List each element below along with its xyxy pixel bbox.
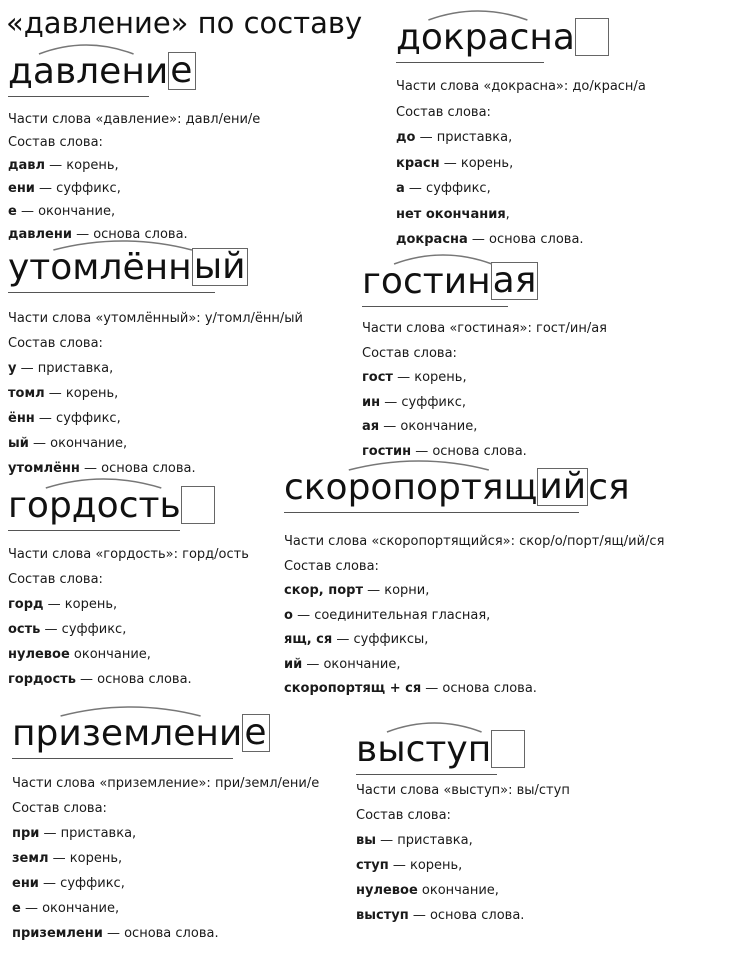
morpheme-role: — основа слова. [71,227,188,242]
root-arc [396,8,576,22]
parse-details [396,74,646,253]
morpheme: гост [362,370,393,385]
ending-box [575,18,609,56]
composition-label: Состав слова: [356,808,451,823]
morpheme-line [8,642,249,667]
morpheme-line [8,406,303,431]
morpheme-role: — основа слова. [102,926,219,941]
morpheme: скоропортящ + ся [284,681,422,696]
morpheme-line [356,903,570,928]
morpheme-role: — корень, [44,386,119,401]
stem-underline [396,62,544,63]
composition-label: Состав слова: [362,345,457,361]
morpheme: земл [12,851,49,866]
word-heading [8,486,215,524]
root-arc-path [46,479,162,488]
word-stem: скоропортящ [284,467,538,508]
word-heading [8,52,196,90]
morpheme-line [396,202,646,228]
morpheme-line [8,381,303,406]
morpheme-role: — приставка, [16,361,114,376]
morpheme: нет окончания [396,206,506,222]
morpheme: утомлённ [8,461,80,476]
root-arc [8,476,218,490]
root-arc-path [39,45,134,54]
morpheme-line [8,200,260,223]
morpheme-role: — корни, [362,583,430,598]
word-card-7 [12,712,320,944]
stem-underline [8,530,180,531]
morpheme-role: — суффикс, [404,181,491,196]
parts-line: Части слова «приземление»: при/земл/ени/е [12,776,320,791]
morpheme-line [12,846,319,871]
morpheme-line [8,177,260,200]
parts-line: Части слова «выступ»: вы/ступ [356,783,570,798]
morpheme-role: — приставка, [375,833,473,848]
word-stem: гордость [8,485,181,526]
morpheme: приземлени [12,926,103,941]
morpheme-line [12,896,319,921]
composition-label: Состав слова: [284,558,379,574]
morpheme: у [8,361,17,376]
morpheme-line [356,853,570,878]
morpheme-role: — корень, [392,370,467,385]
ending-box: е [242,714,270,752]
ending-box: е [168,52,196,90]
root-arc [356,720,528,734]
word-heading [12,714,270,752]
morpheme: ённ [8,411,35,426]
root-arc [284,458,644,472]
parts-line: Части слова «гордость»: горд/ость [8,547,249,562]
morpheme-role: — основа слова. [75,672,192,687]
root-arc-path [61,707,201,716]
morpheme-role: — основа слова. [421,681,537,696]
morpheme-line [12,821,319,846]
morpheme: е [12,901,21,916]
morpheme-role: — окончание, [379,419,478,434]
word-heading [396,18,609,56]
morpheme-role: — окончание, [16,204,116,219]
morpheme-role: — окончание, [28,436,128,451]
morpheme: гордость [8,672,76,687]
parse-details [8,108,260,246]
morpheme-line [284,628,664,653]
word-card-2 [396,17,646,248]
morpheme: красн [396,155,440,171]
morpheme-role: — корень, [388,858,463,873]
root-arc [8,238,260,252]
morpheme: е [8,204,17,219]
morpheme-line [8,592,249,617]
ending-box [491,730,525,768]
morpheme-line [8,431,303,456]
morpheme-line [8,356,303,381]
word-card-6 [284,466,665,698]
morpheme-line [284,677,664,702]
morpheme: о [284,607,293,623]
parse-details [362,317,607,464]
composition-label: Состав слова: [12,801,107,816]
root-arc [8,42,180,56]
morpheme-line [12,921,319,946]
morpheme-role: , [505,206,510,222]
morpheme: скор, порт [284,583,363,598]
morpheme-role: — окончание, [20,901,120,916]
word-stem: гостин [362,261,491,302]
morpheme-role: — соединительная гласная, [292,607,491,623]
word-card-8 [356,729,570,960]
morpheme-line [284,604,664,629]
morpheme: ая [362,419,380,434]
morpheme: выступ [356,908,409,923]
morpheme-role: — приставка, [415,130,513,145]
morpheme: до [396,130,416,145]
morpheme: нулевое [8,647,70,662]
morpheme: ий [284,656,303,672]
morpheme: давлени [8,227,72,242]
parts-line: Части слова «гостиная»: гост/ин/ая [362,321,608,336]
morpheme-role: — основа слова. [79,461,196,476]
parts-line: Части слова «скоропортящийся»: скор/о/порт/ящ/ий/ся [284,534,665,549]
morpheme: нулевое [356,883,418,898]
morpheme-line [362,366,607,391]
parts-line: Части слова «утомлённый»: у/томл/ённ/ый [8,311,304,326]
stem-underline [356,774,497,775]
parse-details [284,530,664,702]
morpheme: ящ, ся [284,632,333,647]
morpheme: докрасна [396,232,468,247]
morpheme-role: — корень, [45,158,119,173]
morpheme-line [396,151,646,177]
word-card-5 [8,485,249,716]
stem-underline [12,758,233,759]
morpheme-role: — основа слова. [467,232,584,247]
word-stem: выступ [356,729,492,770]
root-arc-path [349,461,489,470]
root-arc [362,252,540,266]
morpheme-role: — приставка, [39,826,137,841]
stem-underline [284,512,579,513]
parse-details [8,542,249,692]
morpheme-line [356,878,570,903]
morpheme-line [396,227,646,253]
composition-label: Состав слова: [8,336,103,351]
morpheme-role: — корень, [439,155,514,171]
composition-label: Состав слова: [8,572,103,587]
composition-label: Состав слова: [396,104,491,120]
morpheme-line [8,617,249,642]
morpheme: ый [8,436,29,451]
morpheme-line [362,415,607,440]
word-heading [362,262,538,300]
word-stem: давлени [8,51,169,92]
morpheme: томл [8,386,45,401]
morpheme-role: — корень, [48,851,123,866]
morpheme-line [8,667,249,692]
morpheme: давл [8,158,46,173]
morpheme: вы [356,833,376,848]
morpheme-line [356,828,570,853]
word-heading [284,468,630,506]
morpheme-line [396,125,646,151]
morpheme-line [284,653,664,678]
morpheme-role: — суффикс, [34,181,121,196]
morpheme-role: — суффикс, [40,622,127,637]
morpheme-role: окончание, [417,883,499,898]
stem-underline [8,292,215,293]
root-arc-path [387,723,482,732]
morpheme-role: окончание, [69,647,151,662]
word-stem: докрасна [396,17,575,58]
root-arc-path [394,255,492,264]
composition-label: Состав слова: [8,135,103,150]
ending-box: ая [492,260,537,301]
ending-box [181,486,215,524]
morpheme-role: — окончание, [302,656,401,672]
morpheme-line [284,579,664,604]
word-card-3 [8,246,304,478]
ending-box: ий [539,466,587,507]
morpheme-role: — суффикс, [380,394,467,410]
page-title: «давление» по составу [6,6,363,40]
word-stem: утомлённ [8,247,192,288]
word-heading [8,248,248,286]
morpheme: ени [12,876,39,891]
morpheme: горд [8,597,44,612]
morpheme: гостин [362,443,412,459]
morpheme-line [396,176,646,202]
morpheme: при [12,826,40,841]
morpheme-role: — основа слова. [408,908,525,923]
morpheme-role: — суффиксы, [332,632,429,647]
morpheme-role: — корень, [43,597,118,612]
morpheme-line [12,871,319,896]
morpheme-role: — суффикс, [34,411,121,426]
morpheme-role: — основа слова. [411,443,527,459]
ending-box: ый [193,246,246,287]
morpheme-line [8,154,260,177]
root-arc [12,704,282,718]
parts-line: Части слова «докрасна»: до/красн/а [396,79,646,94]
parse-details [12,771,319,946]
word-heading [356,730,525,768]
word-suffix-tail: ся [588,467,630,508]
stem-underline [8,96,149,97]
parts-line: Части слова «давление»: давл/ени/е [8,112,261,127]
root-arc-path [428,11,527,20]
parse-details [356,778,570,928]
morpheme: ость [8,622,41,637]
morpheme: ени [8,181,35,196]
parse-details [8,306,303,481]
morpheme: ступ [356,858,389,873]
morpheme: ин [362,394,381,410]
root-arc-path [53,241,192,250]
morpheme-line [362,391,607,416]
morpheme: а [396,181,405,196]
word-stem: приземлени [12,713,243,754]
stem-underline [362,306,508,307]
morpheme-role: — суффикс, [38,876,125,891]
